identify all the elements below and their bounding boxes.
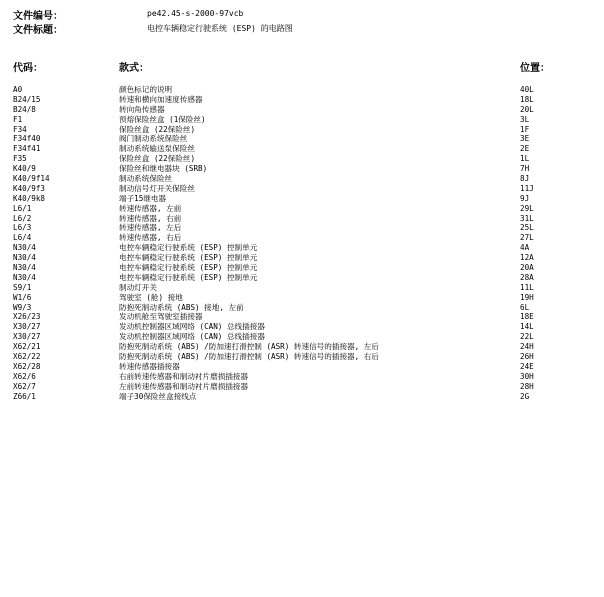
component-description: 端子15继电器 [119, 193, 167, 203]
component-description: 保险丝盒 (22保险丝) [119, 154, 196, 164]
table-row [0, 134, 604, 144]
table-row [0, 194, 604, 204]
component-position: 9J [520, 193, 530, 203]
component-description: 保险丝盒 (22保险丝) [119, 124, 196, 134]
component-position: 3E [520, 134, 530, 144]
table-row [0, 322, 604, 332]
component-position: 11L [520, 282, 534, 292]
table-row [0, 184, 604, 194]
component-position: 31L [520, 213, 534, 223]
table-row [0, 223, 604, 233]
table-row [0, 293, 604, 303]
table-row [0, 125, 604, 135]
component-code: L6/2 [13, 213, 32, 223]
component-position: 2G [520, 391, 530, 401]
table-row [0, 144, 604, 154]
component-position: 1L [520, 154, 530, 164]
table-row [0, 332, 604, 342]
table-row [0, 95, 604, 105]
component-description: 预熔保险丝盒 (1保险丝) [119, 114, 206, 124]
table-row [0, 164, 604, 174]
component-code: X62/21 [13, 342, 41, 352]
component-description: 颜色标记的说明 [119, 85, 173, 94]
component-code: W1/6 [13, 292, 32, 302]
table-row [0, 312, 604, 322]
component-description: 制动信号灯开关保险丝 [119, 183, 195, 193]
component-code: K40/9k8 [13, 193, 46, 203]
component-description: 电控车辆稳定行驶系统 (ESP) 控制单元 [119, 243, 258, 253]
component-description: 转向角传感器 [119, 104, 165, 114]
component-code: F34 [13, 124, 27, 134]
component-description: 转速传感器, 右前 [119, 213, 182, 223]
component-description: 发动机控制器区域网络 (CAN) 总线插接器 [119, 322, 265, 332]
table-row [0, 273, 604, 283]
component-description: 左前转速传感器和制动衬片磨损插接器 [119, 381, 249, 391]
table-row [0, 253, 604, 263]
component-description: 防抱死制动系统 (ABS) /防加速打滑控制 (ASR) 转速信号的插接器, 右后 [119, 352, 379, 362]
component-description: 转速和横向加速度传感器 [119, 94, 203, 104]
component-code: X62/6 [13, 371, 36, 381]
component-description: 发动机舱至驾驶室插接器 [119, 312, 203, 322]
component-position: 11J [520, 183, 534, 193]
component-code: Z66/1 [13, 391, 36, 401]
table-row [0, 392, 604, 402]
component-position: 18L [520, 94, 534, 104]
component-description: 防抱死制动系统 (ABS) /防加速打滑控制 (ASR) 转速信号的插接器, 左后 [119, 342, 379, 352]
component-position: 29L [520, 203, 534, 213]
component-description: 制动系统保险丝 [119, 174, 173, 184]
component-description: 制动灯开关 [119, 282, 157, 292]
component-code: F1 [13, 114, 23, 124]
table-row [0, 243, 604, 253]
component-code: B24/15 [13, 94, 41, 104]
component-code: K40/9 [13, 164, 36, 174]
component-description: 转速传感器, 左前 [119, 203, 182, 213]
component-code: L6/4 [13, 233, 32, 243]
doc-title-label: 文件标题： [13, 25, 63, 36]
component-position: 28H [520, 381, 534, 391]
component-code: K40/9f14 [13, 174, 50, 184]
table-row [0, 85, 604, 95]
table-row [0, 214, 604, 224]
component-position: 27L [520, 233, 534, 243]
component-description: 防抱死制动系统 (ABS) 接地, 左前 [119, 302, 244, 312]
component-position: 20A [520, 263, 534, 273]
component-code: L6/1 [13, 203, 32, 213]
table-row [0, 174, 604, 184]
table-row [0, 352, 604, 362]
component-position: 1F [520, 124, 530, 134]
table-row [0, 204, 604, 214]
table-row [0, 303, 604, 313]
component-position: 22L [520, 332, 534, 342]
component-code: N30/4 [13, 263, 36, 273]
component-code: L6/3 [13, 223, 32, 233]
component-code: X30/27 [13, 332, 41, 342]
component-description: 端子30保险丝盒接线点 [119, 391, 197, 401]
component-position: 24H [520, 342, 534, 352]
table-row [0, 362, 604, 372]
column-header-code: 代码： [13, 63, 43, 74]
component-code: F34f41 [13, 144, 41, 154]
component-code: A0 [13, 85, 23, 94]
table-row [0, 283, 604, 293]
component-description: 发动机控制器区域网络 (CAN) 总线插接器 [119, 332, 265, 342]
component-position: 12A [520, 253, 534, 263]
component-description: 转速传感器插接器 [119, 361, 180, 371]
table-row [0, 115, 604, 125]
component-position: 6L [520, 302, 530, 312]
doc-number-value: pe42.45-s-2000-97vcb [147, 9, 244, 18]
component-description: 转速传感器, 右后 [119, 233, 182, 243]
component-code: S9/1 [13, 282, 32, 292]
component-code: X62/22 [13, 352, 41, 362]
component-code: X62/28 [13, 361, 41, 371]
component-position: 20L [520, 104, 534, 114]
component-description: 阀门制动系统保险丝 [119, 134, 188, 144]
component-description: 电控车辆稳定行驶系统 (ESP) 控制单元 [119, 253, 258, 263]
component-position: 3L [520, 114, 530, 124]
component-code: F35 [13, 154, 27, 164]
component-code: K40/9f3 [13, 183, 46, 193]
component-description: 转速传感器, 左后 [119, 223, 182, 233]
component-position: 4A [520, 243, 530, 253]
component-code: X62/7 [13, 381, 36, 391]
component-position: 8J [520, 174, 530, 184]
component-code: N30/4 [13, 253, 36, 263]
table-row [0, 233, 604, 243]
table-row [0, 372, 604, 382]
component-description: 制动系统输送泵保险丝 [119, 144, 195, 154]
component-code: X30/27 [13, 322, 41, 332]
component-position: 14L [520, 322, 534, 332]
component-code: B24/8 [13, 104, 36, 114]
component-position: 25L [520, 223, 534, 233]
component-description: 保险丝和继电器块 (SRB) [119, 164, 208, 174]
component-position: 28A [520, 272, 534, 282]
component-position: 18E [520, 312, 534, 322]
table-row [0, 382, 604, 392]
component-description: 电控车辆稳定行驶系统 (ESP) 控制单元 [119, 263, 258, 273]
component-position: 30H [520, 371, 534, 381]
component-code: W9/3 [13, 302, 32, 312]
component-position: 7H [520, 164, 530, 174]
table-row [0, 105, 604, 115]
column-header-pos: 位置： [520, 63, 550, 74]
component-code: F34f40 [13, 134, 41, 144]
component-code: N30/4 [13, 272, 36, 282]
component-position: 2E [520, 144, 530, 154]
table-row [0, 154, 604, 164]
doc-title-value: 电控车辆稳定行驶系统 (ESP) 的电路图 [147, 24, 293, 33]
component-position: 26H [520, 352, 534, 362]
column-header-desc: 款式： [119, 63, 149, 74]
component-position: 24E [520, 361, 534, 371]
component-description: 电控车辆稳定行驶系统 (ESP) 控制单元 [119, 272, 258, 282]
doc-number-label: 文件编号： [13, 11, 63, 22]
component-position: 19H [520, 292, 534, 302]
component-description: 右前转速传感器和制动衬片磨损插接器 [119, 371, 249, 381]
table-row [0, 342, 604, 352]
component-table [0, 85, 604, 402]
component-code: X26/23 [13, 312, 41, 322]
component-position: 40L [520, 85, 534, 94]
component-code: N30/4 [13, 243, 36, 253]
component-description: 驾驶室 (舱) 接地 [119, 292, 183, 302]
table-row [0, 263, 604, 273]
